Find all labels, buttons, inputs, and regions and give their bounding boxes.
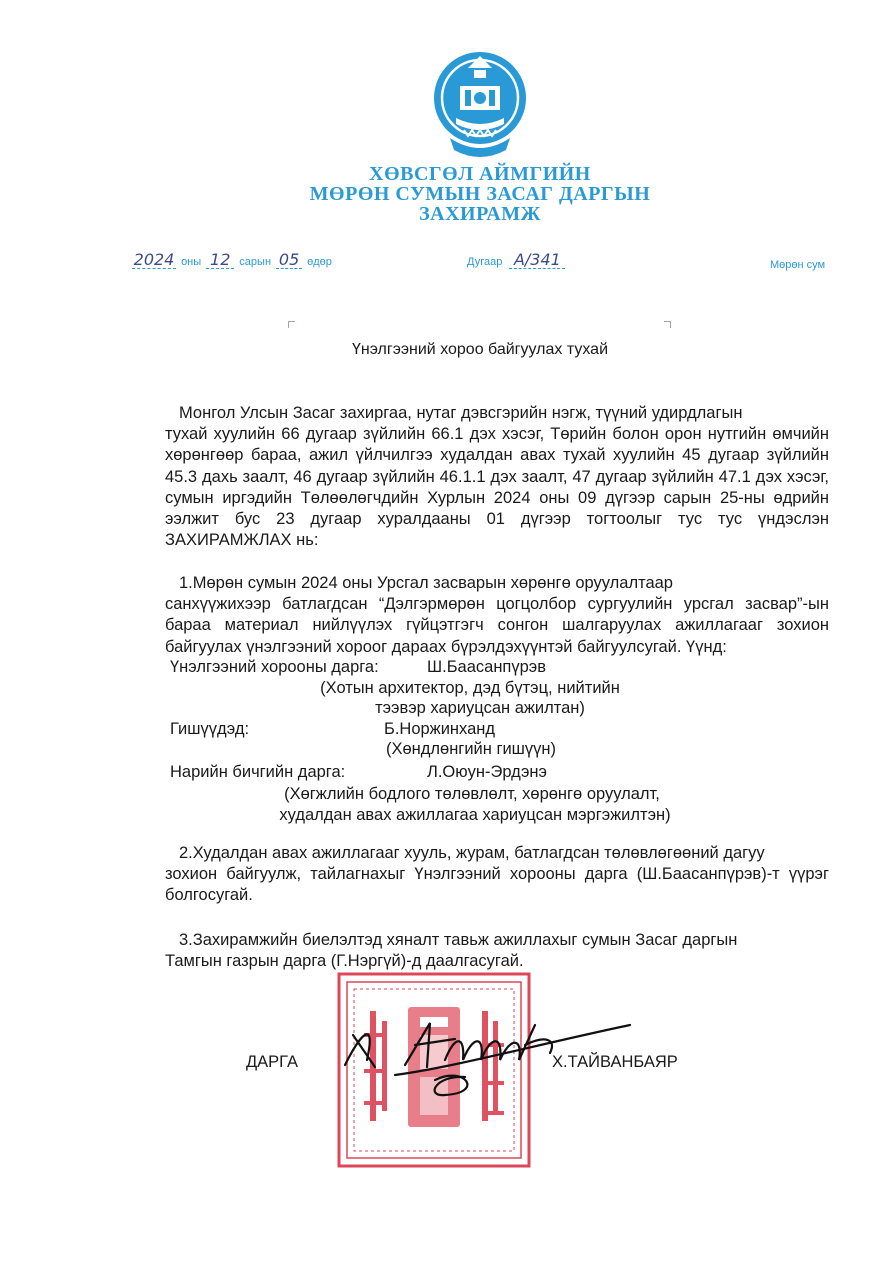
header-line-3: ЗАХИРАМЖ: [419, 203, 541, 225]
member-role: Гишүүдэд:: [170, 720, 250, 738]
year-value: 2024: [133, 250, 175, 269]
header-line-1: ХӨВСГӨЛ АЙМГИЙН: [369, 163, 591, 185]
chair-description-2: тээвэр хариуцсан ажилтан): [375, 699, 585, 717]
title-corner-right: [664, 321, 671, 328]
month-value: 12: [206, 252, 234, 269]
day-value: 05: [276, 252, 302, 269]
place-name: Мөрөн сум: [770, 259, 826, 271]
secretary-role: Нарийн бичгийн дарга:: [170, 763, 346, 781]
preamble-first-line: Монгол Улсын Засаг захиргаа, нутаг дэвсгэрийн нэгж, түүний удирдлагын: [179, 404, 743, 422]
month-label: сарын: [239, 256, 272, 268]
date-line: [130, 252, 332, 269]
member-description: (Хөндлөнгийн гишүүн): [385, 740, 557, 758]
member-name: Б.Норжинханд: [384, 720, 496, 738]
number-label: Дугаар: [467, 256, 503, 268]
secretary-name: Л.Оюун-Эрдэнэ: [427, 763, 547, 781]
clause-1-body: санхүүжихээр батлагдсан “Дэлгэрмөрөн цогцолбор сургуулийн урсгал засвар”-ын бараа материал нийлүүлэх гүйцэтгэгч сонгон шалгаруулах ажиллагааг зохион байгуулах үнэлгээний хороог дараах бүрэлдэхүүнтэй байгуулсугай. Үүнд:: [165, 595, 829, 656]
clause-2-first-line: 2.Худалдан авах ажиллагааг хууль, журам, батлагдсан төлөвлөгөөний дагуу: [179, 844, 765, 862]
signatory-name: Х.ТАЙВАНБАЯР: [552, 1053, 678, 1071]
chair-role: Үнэлгээний хорооны дарга:: [170, 658, 379, 676]
preamble-paragraph: [165, 403, 829, 551]
clause-2: [165, 843, 829, 907]
chair-name: Ш.Баасанпүрэв: [427, 658, 546, 676]
number-value: А/341: [509, 252, 565, 269]
clause-3-first-line: 3.Захирамжийн биелэлтэд хяналт тавьж ажиллахыг сумын Засаг даргын: [179, 931, 738, 949]
clause-1-first-line: 1.Мөрөн сумын 2024 оны Урсгал засварын хөрөнгө оруулалтаар: [179, 574, 673, 592]
preamble-body: тухай хуулийн 66 дугаар зүйлийн 66.1 дэх хэсэг, Төрийн болон орон нутгийн өмчийн хөрөнгөөр бараа, ажил үйлчилгээ худалдан авах тухай хуулийн 45 дугаар зүйлийн 45.3 дахь заалт, 46 дугаар зүйлийн 46.1.1 дэх заалт, 47 дугаар зүйлийн 47.1 дэх хэсэг, сумын иргэдийн Төлөөлөгчдийн Хурлын 2024 оны 09 дүгээр сарын 25-ны өдрийн ээлжит бус 23 дугаар хуралдааны 01 дүгээр тогтоолыг тус тус үндэслэн ЗАХИРАМЖЛАХ нь:: [165, 425, 829, 550]
header-line-2: МӨРӨН СУМЫН ЗАСАГ ДАРГЫН: [309, 183, 651, 205]
clause-3-body: Тамгын газрын дарга (Г.Нэргүй)-д даалгасугай.: [165, 952, 524, 971]
day-label: өдөр: [307, 256, 332, 268]
signatory-title: ДАРГА: [246, 1053, 299, 1071]
year-label: оны: [181, 256, 202, 268]
secretary-description-1: (Хөгжлийн бодлого төлөвлөлт, хөрөнгө оруулалт,: [284, 785, 660, 803]
clause-2-body: зохион байгуулж, тайлагнахыг Үнэлгээний хорооны дарга (Ш.Баасанпүрэв)-т үүрэг болгосугай.: [165, 865, 829, 905]
title-corner-left: [288, 321, 295, 328]
secretary-description-2: худалдан авах ажиллагаа хариуцсан мэргэжилтэн): [279, 806, 671, 824]
document-title: Үнэлгээний хороо байгуулах тухай: [351, 341, 609, 358]
number-line: [467, 252, 565, 269]
clause-3: [165, 930, 829, 972]
clause-1: [165, 573, 829, 658]
chair-description-1: (Хотын архитектор, дэд бүтэц, нийтийн: [320, 679, 620, 697]
state-emblem-icon: [430, 46, 530, 160]
